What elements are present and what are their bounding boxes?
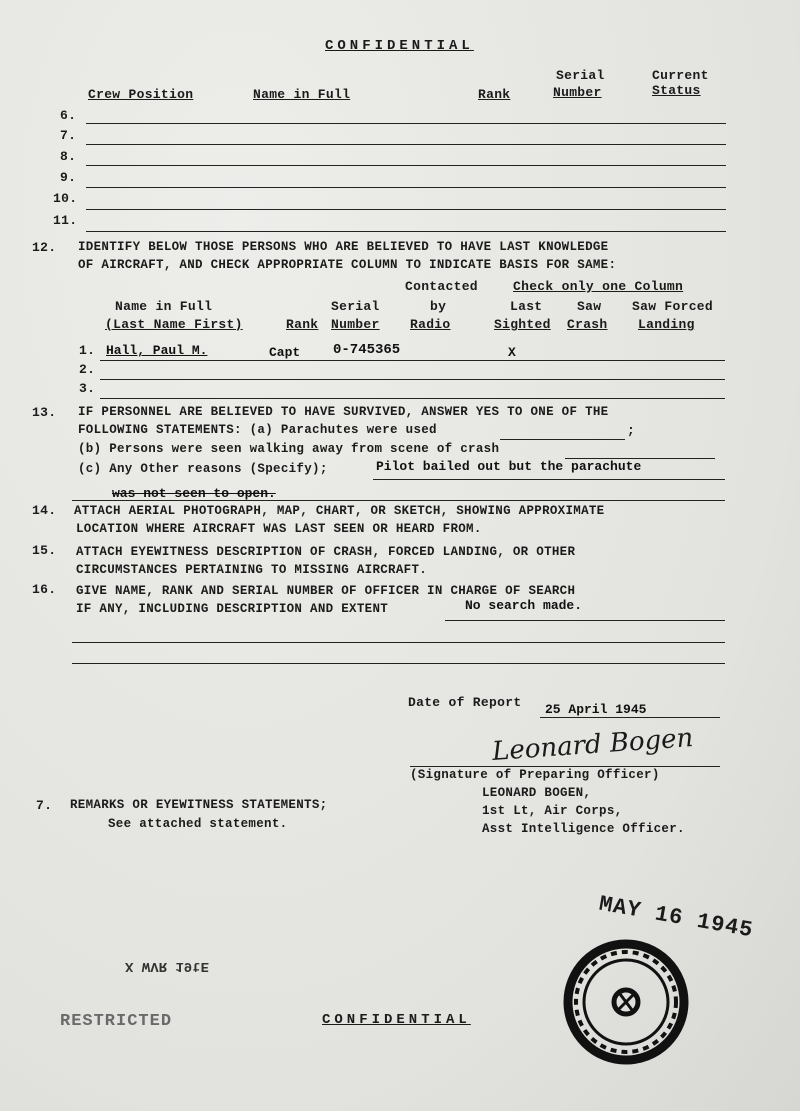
- number-header: Number: [553, 85, 602, 100]
- reversed-bleed-text: X WVR 19tE: [125, 958, 210, 974]
- remarks-value: See attached statement.: [108, 817, 288, 831]
- item13-answer-underline: [373, 479, 725, 480]
- witness-row-number: 3.: [79, 381, 96, 396]
- crew-row-line: [86, 231, 726, 232]
- rank-header: Rank: [478, 87, 511, 102]
- check-note: Check only one Column: [513, 279, 684, 294]
- date-of-report-value: 25 April 1945: [545, 702, 647, 717]
- item16-line2: IF ANY, INCLUDING DESCRIPTION AND EXTENT: [76, 602, 389, 616]
- name-full-header: Name in Full: [115, 299, 213, 314]
- officer-title: Asst Intelligence Officer.: [482, 822, 685, 836]
- item14-line2: LOCATION WHERE AIRCRAFT WAS LAST SEEN OR HEARD FROM.: [76, 522, 482, 536]
- item13-answer-underline: [72, 500, 725, 501]
- crew-row-line: [86, 165, 726, 166]
- witness-row-number: 2.: [79, 362, 96, 377]
- crew-row-line: [86, 209, 726, 210]
- officer-rank: 1st Lt, Air Corps,: [482, 804, 623, 818]
- item14-number: 14.: [32, 503, 57, 518]
- item16-line1: GIVE NAME, RANK AND SERIAL NUMBER OF OFFICER IN CHARGE OF SEARCH: [76, 584, 576, 598]
- number-col-header: Number: [331, 317, 380, 332]
- separator-semicolon: ;: [627, 423, 636, 438]
- item15-line2: CIRCUMSTANCES PERTAINING TO MISSING AIRCRAFT.: [76, 563, 428, 577]
- item16-answer-line: [72, 642, 725, 643]
- crew-row-line: [86, 187, 726, 188]
- status-header: Status: [652, 83, 701, 98]
- parachute-answer-line: [500, 439, 625, 440]
- item13-line3: (b) Persons were seen walking away from scene of crash: [78, 442, 500, 456]
- witness-name: Hall, Paul M.: [106, 343, 208, 358]
- witness-row-line: [100, 379, 725, 380]
- item12-line1: IDENTIFY BELOW THOSE PERSONS WHO ARE BELIEVED TO HAVE LAST KNOWLEDGE: [78, 240, 609, 254]
- crew-row-line: [86, 123, 726, 124]
- witness-row-number: 1.: [79, 343, 96, 358]
- item13-line1: IF PERSONNEL ARE BELIEVED TO HAVE SURVIVED, ANSWER YES TO ONE OF THE: [78, 405, 609, 419]
- date-underline: [540, 717, 720, 718]
- saw-header: Saw: [577, 299, 602, 314]
- crew-row-number: 11.: [53, 213, 78, 228]
- item13-answer-line1: Pilot bailed out but the parachute: [376, 459, 642, 474]
- signature-caption: (Signature of Preparing Officer): [410, 768, 660, 782]
- item12-number: 12.: [32, 240, 57, 255]
- officer-signature: Leonard Bogen: [491, 723, 695, 767]
- signature-line: [410, 766, 720, 767]
- witness-row-line: [100, 360, 725, 361]
- crew-row-number: 6.: [60, 108, 77, 123]
- seal-stamp-icon: [562, 938, 690, 1066]
- received-date-stamp: MAY 16 1945: [597, 891, 756, 944]
- landing-header: Landing: [638, 317, 695, 332]
- sighted-header: Sighted: [494, 317, 551, 332]
- crew-row-number: 7.: [60, 128, 77, 143]
- item16-answer-line: [72, 663, 725, 664]
- item13-line4: (c) Any Other reasons (Specify);: [78, 462, 328, 476]
- name-in-full-header: Name in Full: [253, 87, 351, 102]
- crew-row-line: [86, 144, 726, 145]
- witness-serial: 0-745365: [333, 342, 401, 358]
- last-header: Last: [510, 299, 543, 314]
- crew-position-header: Crew Position: [88, 87, 194, 102]
- witness-row-line: [100, 398, 725, 399]
- radio-header: Radio: [410, 317, 451, 332]
- item15-line1: ATTACH EYEWITNESS DESCRIPTION OF CRASH, FORCED LANDING, OR OTHER: [76, 545, 576, 559]
- date-of-report-label: Date of Report: [408, 695, 522, 710]
- serial-col-header: Serial: [331, 299, 380, 314]
- crew-row-number: 9.: [60, 170, 77, 185]
- last-name-first-header: (Last Name First): [105, 317, 243, 332]
- crew-row-number: 10.: [53, 191, 78, 206]
- remarks-number: 7.: [36, 798, 53, 813]
- item15-number: 15.: [32, 543, 57, 558]
- item13-number: 13.: [32, 405, 57, 420]
- crash-header: Crash: [567, 317, 608, 332]
- item13-answer-line2: was not seen to open.: [112, 486, 276, 501]
- item12-line2: OF AIRCRAFT, AND CHECK APPROPRIATE COLUMN TO INDICATE BASIS FOR SAME:: [78, 258, 617, 272]
- item16-answer-line: [445, 620, 725, 621]
- item13-line2: FOLLOWING STATEMENTS: (a) Parachutes were used: [78, 423, 437, 437]
- rank-col-header: Rank: [286, 317, 319, 332]
- officer-name: LEONARD BOGEN,: [482, 786, 592, 800]
- by-header: by: [430, 299, 447, 314]
- remarks-label: REMARKS OR EYEWITNESS STATEMENTS;: [70, 798, 328, 812]
- last-sighted-mark: X: [508, 345, 516, 360]
- current-header: Current: [652, 68, 709, 83]
- witness-rank: Capt: [269, 345, 301, 360]
- item14-line1: ATTACH AERIAL PHOTOGRAPH, MAP, CHART, OR SKETCH, SHOWING APPROXIMATE: [74, 504, 605, 518]
- serial-header: Serial: [556, 68, 605, 83]
- footer-title: CONFIDENTIAL: [322, 1012, 471, 1028]
- restricted-stamp: RESTRICTED: [60, 1012, 173, 1031]
- item16-answer: No search made.: [465, 598, 583, 613]
- contacted-header: Contacted: [405, 279, 478, 294]
- crew-row-number: 8.: [60, 149, 77, 164]
- item16-number: 16.: [32, 582, 57, 597]
- saw-forced-header: Saw Forced: [632, 299, 714, 314]
- header-title: CONFIDENTIAL: [325, 38, 474, 54]
